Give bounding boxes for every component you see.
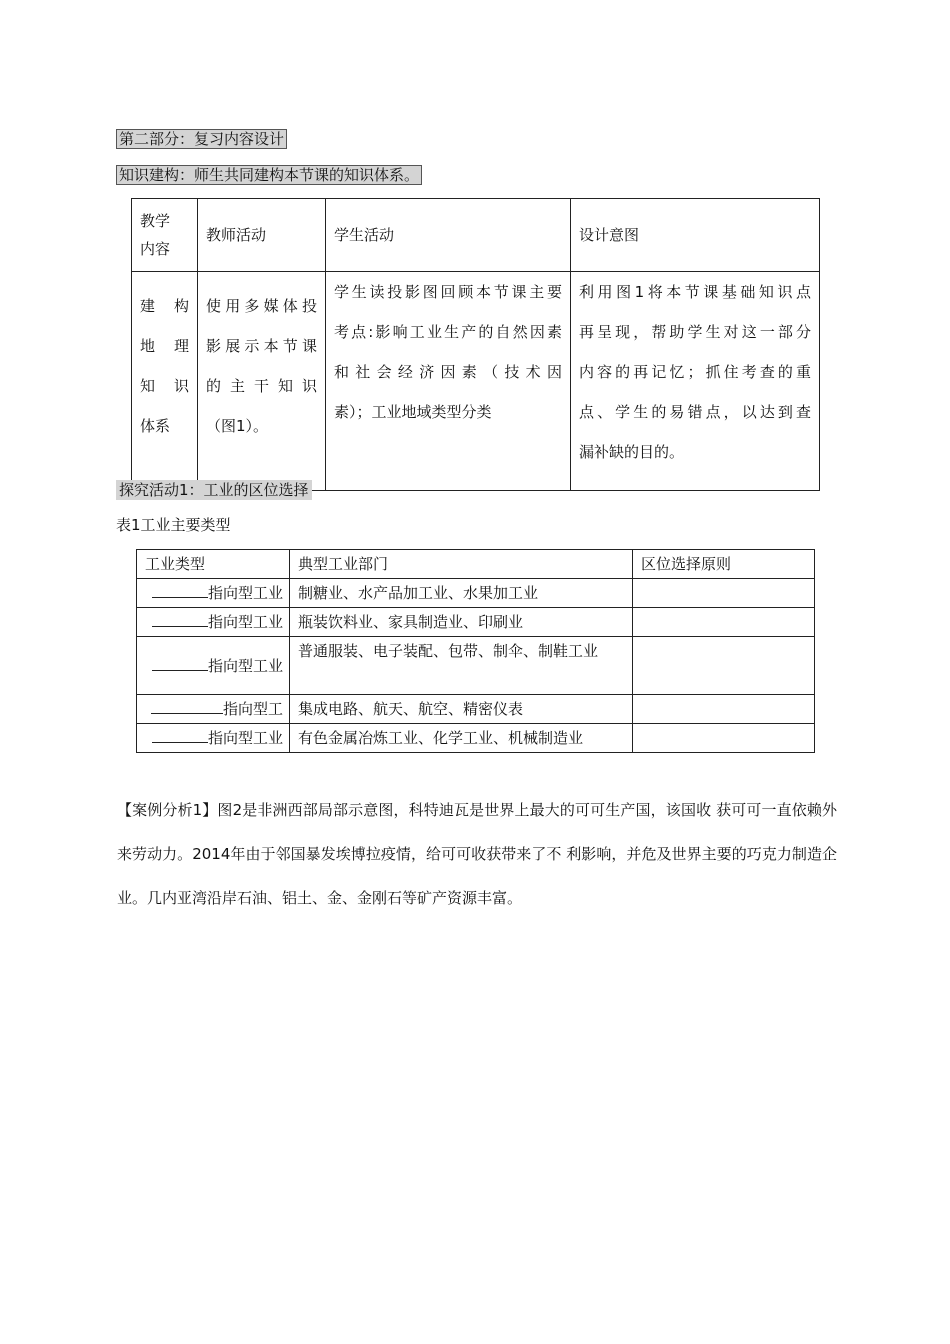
cell-type: 指向型工业 — [137, 637, 290, 695]
table-row — [137, 608, 815, 637]
cell-principle[interactable] — [633, 695, 815, 724]
header-typical-departments: 典型工业部门 — [290, 550, 633, 579]
section-heading-part2: 第二部分：复习内容设计 — [116, 129, 287, 149]
design-table-row — [132, 272, 820, 491]
cell-teaching-content: 建 构 地 理 知 识 体系 — [132, 272, 198, 491]
cell-principle[interactable] — [633, 608, 815, 637]
table-row — [137, 695, 815, 724]
cell-teacher-activity: 使用多媒体投 影展示本节课 的主干知识 （图1）。 — [198, 272, 326, 491]
cell-departments: 瓶装饮料业、家具制造业、印刷业 — [290, 608, 633, 637]
header-student-activity: 学生活动 — [326, 199, 571, 272]
industry-table — [136, 549, 815, 753]
table-row — [137, 579, 815, 608]
case-analysis-paragraph: 【案例分析1】图2是非洲西部局部示意图，科特迪瓦是世界上最大的可可生产国，该国收 获可可一直依赖外来劳动力。2014年由于邻国暴发埃博拉疫情，给可可收获带来了不 利影响，并危及世界主要的巧克力制造企业。几内亚湾沿岸石油、铝土、金、金刚石等矿产资源丰富。 — [117, 801, 837, 907]
cell-principle[interactable] — [633, 637, 815, 695]
cell-departments: 普通服装、电子装配、包带、制伞、制鞋工业 — [290, 637, 633, 695]
header-location-principle: 区位选择原则 — [633, 550, 815, 579]
section-heading-knowledge: 知识建构：师生共同建构本节课的知识体系。 — [116, 165, 422, 185]
table-row — [137, 724, 815, 753]
table-caption: 表1工业主要类型 — [116, 516, 231, 534]
industry-table-header-row — [137, 550, 815, 579]
cell-principle[interactable] — [633, 724, 815, 753]
cell-type: 指向型工业 — [137, 724, 290, 753]
cell-design-intent: 利用图1将本节课基础知识点 再呈现，帮助学生对这一部分 内容的再记忆；抓住考查的重 点、学生的易错点，以达到查 漏补缺的目的。 — [571, 272, 820, 491]
header-industry-type: 工业类型 — [137, 550, 290, 579]
header-teaching-content: 教学 内容 — [132, 199, 198, 272]
header-teacher-activity: 教师活动 — [198, 199, 326, 272]
cell-departments: 集成电路、航天、航空、精密仪表 — [290, 695, 633, 724]
cell-departments: 制糖业、水产品加工业、水果加工业 — [290, 579, 633, 608]
design-table — [131, 198, 820, 491]
table-row — [137, 637, 815, 695]
header-design-intent: 设计意图 — [571, 199, 820, 272]
cell-student-activity: 学生读投影图回顾本节课主要 考点:影响工业生产的自然因素 和社会经济因素（技术因 素）；工业地域类型分类 — [326, 272, 571, 491]
cell-type: 指向型工业 — [137, 608, 290, 637]
cell-type: 指向型工 — [137, 695, 290, 724]
section-heading-explore: 探究活动1：工业的区位选择 — [116, 480, 312, 500]
cell-departments: 有色金属冶炼工业、化学工业、机械制造业 — [290, 724, 633, 753]
design-table-header-row — [132, 199, 820, 272]
cell-principle[interactable] — [633, 579, 815, 608]
cell-type: 指向型工业 — [137, 579, 290, 608]
